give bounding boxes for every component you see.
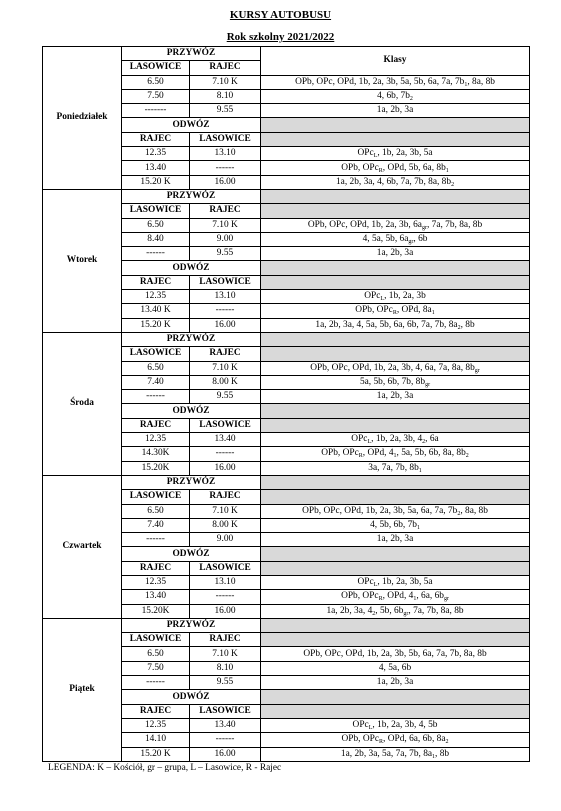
shaded-cell: [261, 118, 530, 132]
departure-rajec: 13.40: [122, 161, 190, 175]
shaded-cell: [261, 189, 530, 203]
arrival-rajec: 7.10 K: [190, 75, 261, 89]
stop-rajec: RAJEC: [190, 61, 261, 75]
arrival-rajec: 9.00: [190, 533, 261, 547]
przywoz-header: PRZYWÓZ: [122, 618, 261, 632]
shaded-cell: [261, 704, 530, 718]
classes-cell: OPc$_L$, 1b, 2a, 3b, $4_2$, 6a: [261, 433, 530, 447]
day-header-row: [43, 47, 530, 61]
departure-rajec: 12.35: [122, 433, 190, 447]
przywoz-header: PRZYWÓZ: [122, 189, 261, 203]
arrival-lasowice: ------: [190, 304, 261, 318]
shaded-cell: [261, 633, 530, 647]
classes-cell: OPb, OPc$_R$, OPd, $4_1$, 5a, 5b, 6b, 8a, $8b_2$: [261, 447, 530, 461]
stop-lasowice: LASOWICE: [190, 275, 261, 289]
departure-rajec: 12.35: [122, 575, 190, 589]
shaded-cell: [261, 204, 530, 218]
arrival-rajec: 8.10: [190, 661, 261, 675]
classes-cell: 4, 5b, 6b, $7b_1$: [261, 518, 530, 532]
arrival-rajec: 8.00 K: [190, 518, 261, 532]
departure-rajec: 12.35: [122, 718, 190, 732]
classes-cell: OPb, OPc, OPd, 1b, 2a, 3b, 5b, 6a, 7a, 7b, 8a, 8b: [261, 647, 530, 661]
arrival-lasowice: ------: [190, 590, 261, 604]
shaded-cell: [261, 475, 530, 489]
classes-cell: 3a, 7a, 7b, $8b_1$: [261, 461, 530, 475]
arrival-lasowice: 16.00: [190, 175, 261, 189]
departure-lasowice: 7.50: [122, 89, 190, 103]
arrival-rajec: 7.10 K: [190, 361, 261, 375]
departure-lasowice: 6.50: [122, 361, 190, 375]
arrival-lasowice: 13.40: [190, 433, 261, 447]
arrival-rajec: 9.00: [190, 232, 261, 246]
odwoz-header: ODWÓZ: [122, 547, 261, 561]
arrival-rajec: 7.10 K: [190, 218, 261, 232]
arrival-lasowice: 13.40: [190, 718, 261, 732]
classes-cell: 4, 5a, 6b: [261, 661, 530, 675]
stop-lasowice: LASOWICE: [122, 633, 190, 647]
arrival-lasowice: 16.00: [190, 604, 261, 618]
classes-cell: OPb, OPc$_R$, OPd, $8a_1$: [261, 304, 530, 318]
classes-cell: OPc$_L$, 1b, 2a, 3b, 5a: [261, 575, 530, 589]
classes-cell: 5a, 5b, 6b, 7b, $8b_{gr}$: [261, 375, 530, 389]
departure-rajec: 12.35: [122, 147, 190, 161]
day-header-row: [43, 475, 530, 489]
stop-rajec: RAJEC: [122, 418, 190, 432]
stop-rajec: RAJEC: [190, 347, 261, 361]
classes-cell: OPb, OPc$_R$, OPd, $4_1$, 6a, $6b_{gr}$: [261, 590, 530, 604]
stop-lasowice: LASOWICE: [122, 490, 190, 504]
departure-rajec: 15.20K: [122, 604, 190, 618]
arrival-lasowice: 13.10: [190, 147, 261, 161]
classes-cell: 1a, 2b, 3a, 4, 5a, 5b, 6a, 6b, 7a, 7b, $8a_2$, 8b: [261, 318, 530, 332]
stop-rajec: RAJEC: [190, 204, 261, 218]
departure-rajec: 15.20 K: [122, 747, 190, 761]
arrival-rajec: 8.00 K: [190, 375, 261, 389]
przywoz-header: PRZYWÓZ: [122, 47, 261, 61]
departure-lasowice: ------: [122, 533, 190, 547]
departure-lasowice: 7.40: [122, 518, 190, 532]
classes-cell: OPc$_L$, 1b, 2a, 3b, 4, 5b: [261, 718, 530, 732]
departure-lasowice: 8.40: [122, 232, 190, 246]
classes-cell: OPb, OPc$_R$, OPd, 5b, 6a, $8b_1$: [261, 161, 530, 175]
stop-lasowice: LASOWICE: [190, 132, 261, 146]
arrival-rajec: 9.55: [190, 247, 261, 261]
departure-lasowice: 6.50: [122, 218, 190, 232]
classes-cell: 4, 5a, 5b, $6a_{gr}$, 6b: [261, 232, 530, 246]
shaded-cell: [261, 547, 530, 561]
stop-rajec: RAJEC: [122, 132, 190, 146]
departure-rajec: 13.40: [122, 590, 190, 604]
departure-lasowice: 7.40: [122, 375, 190, 389]
shaded-cell: [261, 347, 530, 361]
classes-cell: 1a, 2b, 3a: [261, 533, 530, 547]
arrival-lasowice: 16.00: [190, 747, 261, 761]
classes-cell: 4, 6b, $7b_2$: [261, 89, 530, 103]
classes-cell: OPb, OPc, OPd, 1b, 2a, 3b, 4, 6a, 7a, 8a, $8b_{gr}$: [261, 361, 530, 375]
day-name: Czwartek: [43, 475, 122, 618]
stop-lasowice: LASOWICE: [190, 418, 261, 432]
classes-cell: OPb, OPc, OPd, 1b, 2a, 3b, 5a, 5b, 6a, 7a, $7b_1$, 8a, 8b: [261, 75, 530, 89]
odwoz-header: ODWÓZ: [122, 690, 261, 704]
classes-cell: 1a, 2b, 3a: [261, 390, 530, 404]
day-header-row: [43, 332, 530, 346]
arrival-rajec: 8.10: [190, 89, 261, 103]
shaded-cell: [261, 261, 530, 275]
stop-rajec: RAJEC: [122, 561, 190, 575]
arrival-lasowice: 16.00: [190, 461, 261, 475]
classes-cell: OPb, OPc, OPd, 1b, 2a, 3b, $6a_{gr}$, 7a, 7b, 8a, 8b: [261, 218, 530, 232]
odwoz-header: ODWÓZ: [122, 118, 261, 132]
shaded-cell: [261, 418, 530, 432]
day-name: Środa: [43, 332, 122, 475]
arrival-lasowice: 13.10: [190, 575, 261, 589]
stop-lasowice: LASOWICE: [122, 204, 190, 218]
classes-cell: OPb, OPc, OPd, 1b, 2a, 3b, 5a, 6a, 7a, $7b_2$, 8a, 8b: [261, 504, 530, 518]
odwoz-header: ODWÓZ: [122, 404, 261, 418]
bus-schedule-table: [42, 46, 530, 762]
classes-cell: 1a, 2b, 3a: [261, 247, 530, 261]
departure-rajec: 15.20 K: [122, 175, 190, 189]
stop-rajec: RAJEC: [190, 490, 261, 504]
shaded-cell: [261, 404, 530, 418]
day-name: Wtorek: [43, 189, 122, 332]
shaded-cell: [261, 332, 530, 346]
day-name: Piątek: [43, 618, 122, 761]
arrival-rajec: 7.10 K: [190, 504, 261, 518]
shaded-cell: [261, 132, 530, 146]
classes-cell: 1a, 2b, 3a: [261, 676, 530, 690]
arrival-rajec: 9.55: [190, 676, 261, 690]
arrival-lasowice: ------: [190, 733, 261, 747]
departure-lasowice: 6.50: [122, 504, 190, 518]
legend: LEGENDA: K – Kościół, gr – grupa, L – Lasowice, R - Rajec: [48, 763, 282, 773]
shaded-cell: [261, 618, 530, 632]
stop-lasowice: LASOWICE: [190, 704, 261, 718]
shaded-cell: [261, 561, 530, 575]
arrival-rajec: 7.10 K: [190, 647, 261, 661]
arrival-lasowice: ------: [190, 447, 261, 461]
departure-lasowice: ------: [122, 247, 190, 261]
departure-lasowice: ------: [122, 390, 190, 404]
classes-cell: OPc$_L$, 1b, 2a, 3b: [261, 290, 530, 304]
day-header-row: [43, 189, 530, 203]
odwoz-header: ODWÓZ: [122, 261, 261, 275]
departure-rajec: 12.35: [122, 290, 190, 304]
klasy-header: Klasy: [261, 47, 530, 76]
stop-rajec: RAJEC: [122, 275, 190, 289]
departure-lasowice: ------: [122, 676, 190, 690]
departure-rajec: 13.40 K: [122, 304, 190, 318]
classes-cell: 1a, 2b, 3a, 4, 6b, 7a, 7b, 8a, $8b_2$: [261, 175, 530, 189]
arrival-rajec: 9.55: [190, 104, 261, 118]
departure-lasowice: -------: [122, 104, 190, 118]
przywoz-header: PRZYWÓZ: [122, 475, 261, 489]
departure-lasowice: 7.50: [122, 661, 190, 675]
stop-rajec: RAJEC: [190, 633, 261, 647]
shaded-cell: [261, 690, 530, 704]
school-year-subtitle: Rok szkolny 2021/2022: [226, 31, 335, 43]
classes-cell: 1a, 2b, 3a: [261, 104, 530, 118]
arrival-lasowice: ------: [190, 161, 261, 175]
shaded-cell: [261, 490, 530, 504]
departure-lasowice: 6.50: [122, 647, 190, 661]
arrival-lasowice: 16.00: [190, 318, 261, 332]
classes-cell: 1a, 2b, 3a, 5a, 7a, 7b, $8a_1$, 8b: [261, 747, 530, 761]
stop-lasowice: LASOWICE: [122, 61, 190, 75]
day-header-row: [43, 618, 530, 632]
classes-cell: OPb, OPc$_R$, OPd, 6a, 6b, $8a_2$: [261, 733, 530, 747]
classes-cell: OPc$_L$, 1b, 2a, 3b, 5a: [261, 147, 530, 161]
departure-rajec: 15.20K: [122, 461, 190, 475]
classes-cell: 1a, 2b, 3a, $4_2$, 5b, $6b_{gr}$, 7a, 7b, 8a, 8b: [261, 604, 530, 618]
shaded-cell: [261, 275, 530, 289]
arrival-rajec: 9.55: [190, 390, 261, 404]
przywoz-header: PRZYWÓZ: [122, 332, 261, 346]
document-title: KURSY AUTOBUSU: [229, 9, 332, 21]
stop-rajec: RAJEC: [122, 704, 190, 718]
stop-lasowice: LASOWICE: [122, 347, 190, 361]
day-name: Poniedziałek: [43, 47, 122, 190]
departure-rajec: 14.10: [122, 733, 190, 747]
departure-lasowice: 6.50: [122, 75, 190, 89]
departure-rajec: 15.20 K: [122, 318, 190, 332]
arrival-lasowice: 13.10: [190, 290, 261, 304]
stop-lasowice: LASOWICE: [190, 561, 261, 575]
departure-rajec: 14.30K: [122, 447, 190, 461]
